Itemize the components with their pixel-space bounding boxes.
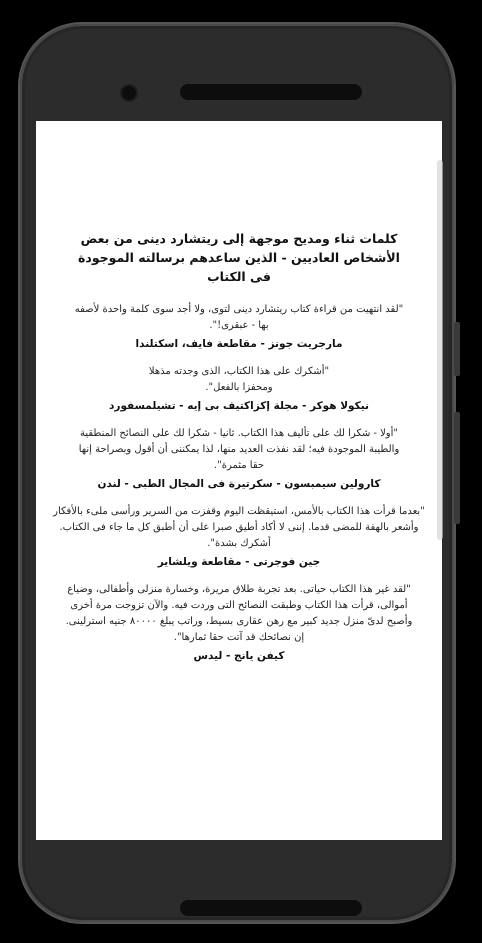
testimonial-text: "أولا - شكرا لك على تأليف هذا الكتاب. ثانيا - شكرا لك على النصائح المنطقية والطيبة الموجودة فيه؛ لقد نفذت العديد منها، لذا يمكننى أن أقول وبصراحة إنها حقا مثمرة".: [78, 428, 400, 471]
testimonial-author: نيكولا هوكر - مجلة إكزاكتيف بى إيه - تشيلمسفورد: [109, 400, 369, 412]
article-content[interactable]: [36, 229, 442, 676]
screen[interactable]: [36, 121, 442, 840]
testimonial: [36, 582, 442, 664]
testimonial-author: مارجريت جونز - مقاطعة فايف، اسكتلندا: [135, 338, 343, 350]
testimonial-author: كارولين سيمبسون - سكرتيرة فى المجال الطبى - لندن: [97, 478, 381, 490]
testimonial-text: "لقد انتهيت من قراءة كتاب ريتشارد دينى لتوى، ولا أجد سوى كلمة واحدة لأصفه بها - عبقرى!".: [74, 304, 404, 331]
bottom-speaker: [180, 900, 362, 916]
testimonial: [36, 426, 442, 492]
earpiece-speaker: [180, 84, 362, 100]
article-heading: كلمات ثناء ومديح موجهة إلى ريتشارد دينى من بعض الأشخاص العاديين - الذين ساعدهم برسالته الموجودة فى الكتاب: [78, 231, 400, 284]
testimonial-text: "بعدما قرأت هذا الكتاب بالأمس، استيقظت اليوم وقفزت من السرير ورأسى ملىء بالأفكار وأشعر بالهفة للمضى قدما. إننى لا أكاد أطيق صبرا على أن أطبق كل ما جاء فى الكتاب. أشكرك بشدة".: [53, 506, 425, 549]
testimonial: [36, 302, 442, 352]
testimonial-text: "لقد غير هذا الكتاب حياتى. بعد تجربة طلاق مريرة، وخسارة منزلى وأطفالى، وضياع أموالى، قرأت هذا الكتاب وطبقت النصائح التى وردت فيه. والآن تزوجت مرة أخرى وأصبح لدىّ منزل جديد كبير مع رهن عقارى بسيط، وراتب يبلغ ٨٠٠٠٠ جنيه استرلينى. إن نصائحك قد آتت حقا ثمارها".: [65, 584, 413, 643]
testimonial: [36, 364, 442, 414]
testimonial: [36, 504, 442, 570]
power-button: [454, 322, 460, 376]
front-camera-icon: [122, 86, 136, 100]
testimonial-author: جين فوجرتى - مقاطعة ويلشاير: [157, 556, 321, 568]
testimonial-text: "أشكرك على هذا الكتاب، الذى وجدته مذهلا ومحفزا بالفعل".: [148, 366, 330, 393]
testimonial-author: كيفن يانج - ليدس: [193, 650, 285, 662]
volume-button: [454, 412, 460, 524]
scroll-edge-indicator: [437, 160, 443, 540]
